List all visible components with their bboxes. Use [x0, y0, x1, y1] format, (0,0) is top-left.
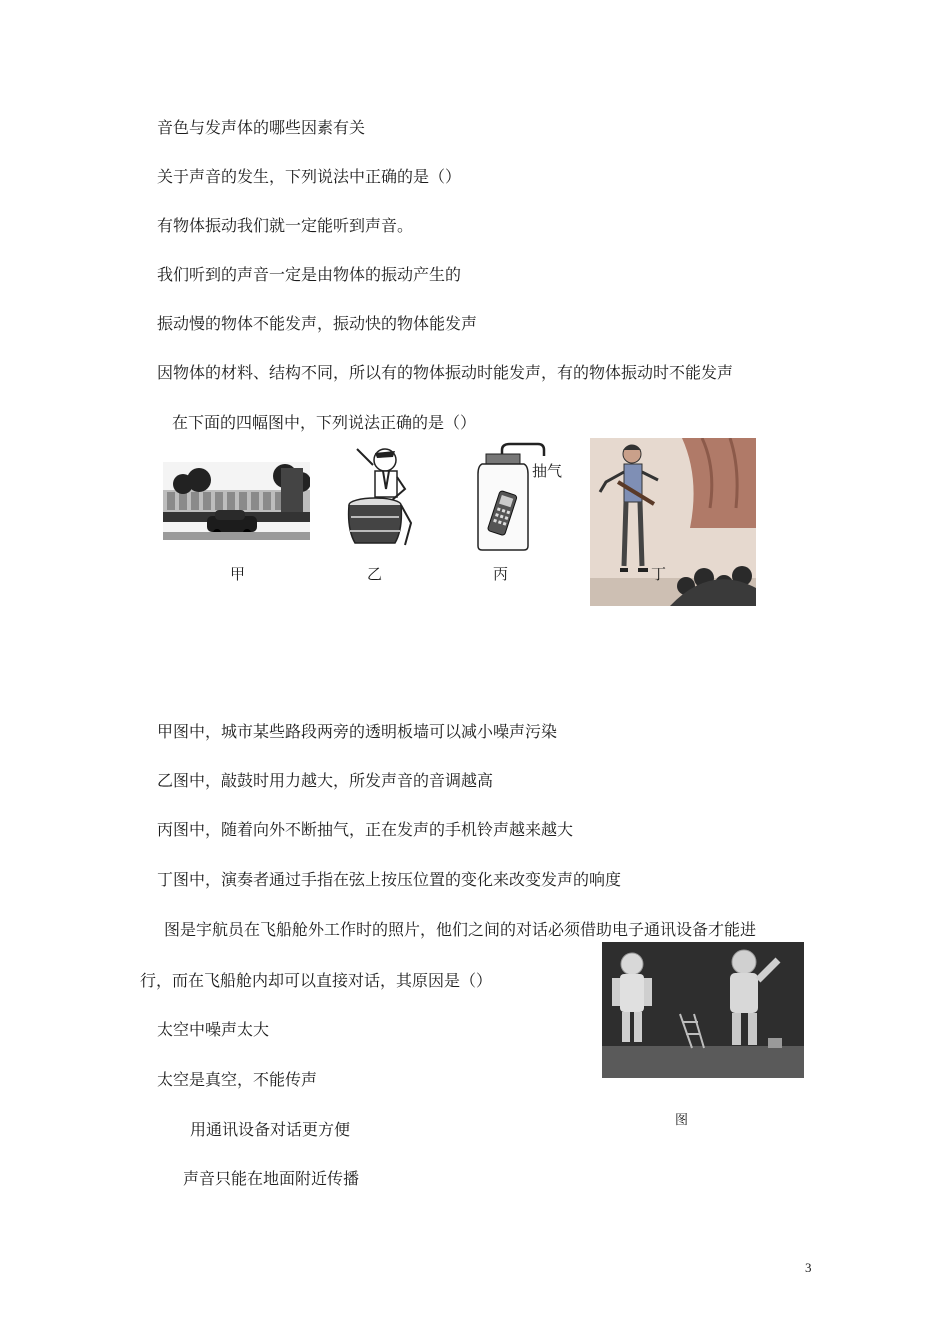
figure-label-ding: 丁	[651, 565, 667, 583]
option-line: 太空中噪声太大	[157, 1020, 270, 1039]
figure-ding-violinist-image	[590, 438, 756, 606]
page-number: 3	[805, 1260, 812, 1275]
photo-caption: 图	[675, 1113, 689, 1128]
figure-bing-pump-label: 抽气	[532, 462, 563, 480]
question-stem-continued: 行，而在飞船舱内却可以直接对话，其原因是（）	[140, 971, 493, 990]
question-stem: 在下面的四幅图中，下列说法正确的是（）	[172, 413, 477, 432]
option-line: 振动慢的物体不能发声，振动快的物体能发声	[157, 314, 478, 333]
option-line: 甲图中，城市某些路段两旁的透明板墙可以减小噪声污染	[157, 722, 558, 741]
figure-jia-road-image	[163, 462, 310, 540]
option-line: 我们听到的声音一定是由物体的振动产生的	[157, 265, 462, 284]
option-line: 丙图中，随着向外不断抽气，正在发声的手机铃声越来越大	[157, 820, 574, 839]
figure-label-jia: 甲	[230, 565, 246, 583]
question-stem: 关于声音的发生，下列说法中正确的是（）	[157, 167, 462, 186]
figure-yi-drum-image	[345, 445, 417, 550]
figure-bing-jar-image	[472, 440, 572, 552]
option-line: 用通讯设备对话更方便	[190, 1120, 351, 1139]
figure-label-yi: 乙	[367, 565, 383, 583]
option-line: 丁图中，演奏者通过手指在弦上按压位置的变化来改变发声的响度	[157, 870, 622, 889]
option-line: 有物体振动我们就一定能听到声音。	[157, 216, 414, 235]
option-line: 因物体的材料、结构不同，所以有的物体振动时能发声，有的物体振动时不能发声	[157, 363, 734, 382]
option-line: 乙图中，敲鼓时用力越大，所发声音的音调越高	[157, 771, 494, 790]
astronaut-photo-image	[602, 942, 804, 1078]
question-stem: 图是宇航员在飞船舱外工作时的照片，他们之间的对话必须借助电子通讯设备才能进	[164, 920, 757, 939]
option-line: 声音只能在地面附近传播	[183, 1169, 360, 1188]
text-line: 音色与发声体的哪些因素有关	[157, 118, 366, 137]
figure-label-bing: 丙	[493, 565, 509, 583]
option-line: 太空是真空，不能传声	[157, 1070, 318, 1089]
